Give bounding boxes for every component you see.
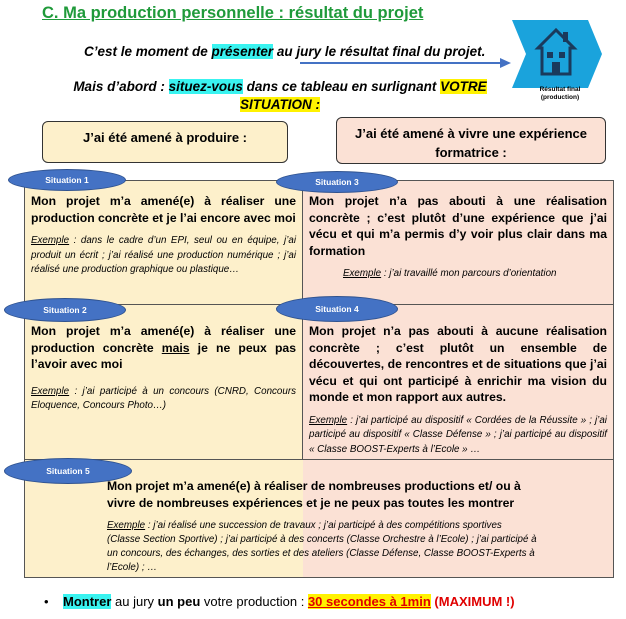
footer-max: (MAXIMUM !): [434, 594, 515, 609]
situation-3-badge: Situation 3: [276, 171, 398, 193]
situation-4-example: Exemple : j’ai participé au dispositif « Cordées de la Réussite » ; j’ai participé au dispositif « Classe Défense » ; j’ai participé au dispositif « Classe BOOST-Experts à l’Ecole » …: [309, 414, 607, 455]
section-title: C. Ma production personnelle : résultat du projet: [42, 4, 424, 22]
instruction-line: Mais d’abord : situez-vous dans ce tableau en surlignant VOTRE SITUATION :: [73, 79, 487, 112]
situation-2-text: Mon projet m’a amené(e) à réaliser une production concrète mais je ne peux pas l’avoir avec moi: [31, 324, 296, 371]
situation-3-cell: [303, 181, 613, 305]
intro-post: au jury le résultat final du projet.: [273, 44, 486, 59]
situation-4-cell: [303, 305, 613, 459]
situation-4-badge: Situation 4: [276, 296, 398, 322]
instruction-highlight-2a: VOTRE: [440, 79, 487, 94]
footer-highlight: Montrer: [63, 594, 112, 609]
situation-3-example: Exemple : j’ai travaillé mon parcours d’orientation: [343, 268, 557, 279]
logo-caption: Résultat final (production): [539, 86, 581, 101]
footer-time: 30 secondes à 1min: [307, 594, 431, 609]
situation-1-example: Exemple : dans le cadre d’un EPI, seul ou en équipe, j’ai produit un écrit ; j’ai réalisé une production numérique ; j’ai réalisé une production graphique ou plastique…: [31, 235, 296, 275]
instruction-highlight-2b: SITUATION :: [240, 97, 320, 112]
instruction-highlight-1: situez-vous: [168, 79, 243, 94]
situation-2-cell: [25, 305, 303, 459]
situation-1-cell: [25, 181, 303, 305]
situation-2-badge: Situation 2: [4, 298, 126, 322]
arrow-right-icon: [300, 56, 512, 70]
situation-5-example: Exemple : j’ai réalisé une succession de travaux ; j’ai participé à des compétitions sportives (Classe Section Sportive) ; j’ai participé à des concerts (Classe Orchestre à l’Ecole) ; j’ai participé à un concours, des échanges, des sorties et des ateliers (Classe Défense, Classe BOOST-Experts à l’Ecole) ; …: [107, 520, 537, 573]
situation-1-badge: Situation 1: [8, 169, 126, 191]
intro-highlight: présenter: [211, 44, 274, 59]
header-experience: J’ai été amené à vivre une expérience formatrice :: [336, 117, 606, 164]
situation-5-badge: Situation 5: [4, 458, 132, 484]
header-produce: J’ai été amené à produire :: [42, 121, 288, 163]
footer-instruction: • Montrer au jury un peu votre production : 30 secondes à 1min (MAXIMUM !): [44, 594, 515, 609]
situation-3-text: Mon projet n’a pas abouti à une réalisation concrète ; c’est plutôt d’une expérience que j’ai vécu et qui m’a permis d’y voir plus clair dans ma formation: [309, 194, 607, 258]
bullet-icon: •: [44, 594, 49, 609]
situation-2-example: Exemple : j’ai participé à un concours (CNRD, Concours Eloquence, Concours Photo…): [31, 385, 296, 411]
situations-grid: [24, 180, 614, 578]
situation-4-text: Mon projet n’a pas abouti à aucune réalisation concrète ; c’est plutôt un ensemble de découvertes, de rencontres et de situations que j’ai vécu et qui ont participé à enrichir ma vision du monde et mon rapport aux autres.: [309, 324, 607, 404]
intro-pre: C’est le moment de: [84, 44, 212, 59]
situation-5-text: Mon projet m’a amené(e) à réaliser de nombreuses productions et/ ou à vivre de nombreuses expériences et je ne peux pas toutes les montrer: [107, 479, 521, 510]
situation-1-text: Mon projet m’a amené(e) à réaliser une production concrète et je l’ai encore avec moi: [31, 194, 296, 225]
